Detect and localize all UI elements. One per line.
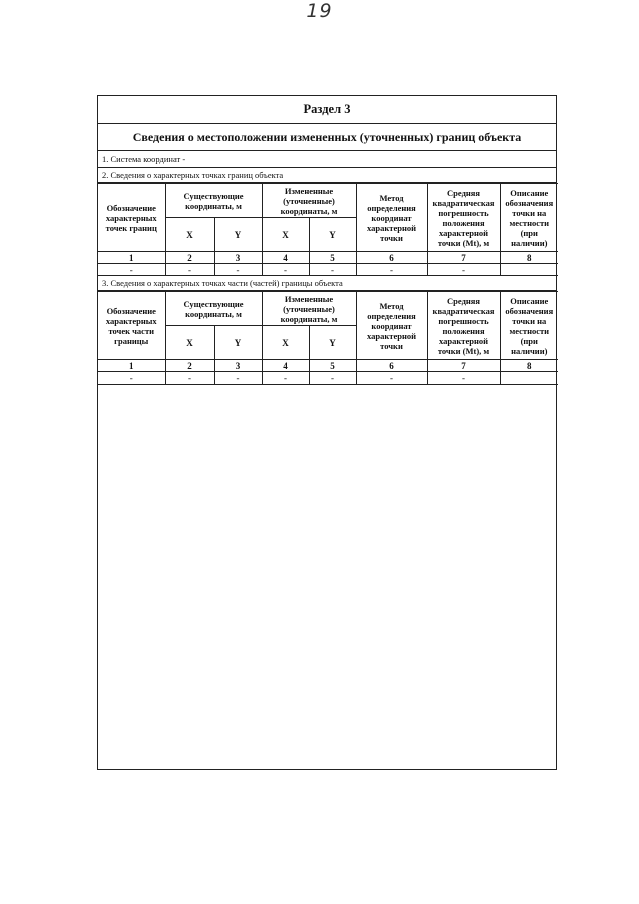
object-points-table <box>98 183 558 276</box>
table-cell: - <box>98 372 165 385</box>
header-x-changed: X <box>262 218 309 252</box>
table-cell: - <box>214 372 262 385</box>
table-row <box>98 264 558 276</box>
column-number: 8 <box>500 360 558 372</box>
section-frame <box>97 95 557 770</box>
table-cell: - <box>356 264 427 276</box>
table-row <box>98 372 558 385</box>
table-cell <box>500 372 558 385</box>
column-numbers-row <box>98 252 558 264</box>
header-y-existing: Y <box>214 326 262 360</box>
column-number: 3 <box>214 252 262 264</box>
header-y-changed: Y <box>309 218 356 252</box>
header-x-existing: X <box>165 326 214 360</box>
header-method: Метод определения координат характерной точки <box>356 292 427 360</box>
column-number: 4 <box>262 252 309 264</box>
header-y-existing: Y <box>214 218 262 252</box>
header-existing-coords: Существующие координаты, м <box>165 292 262 326</box>
column-numbers-row <box>98 360 558 372</box>
column-number: 1 <box>98 252 165 264</box>
column-number: 7 <box>427 360 500 372</box>
table-cell: - <box>262 372 309 385</box>
table-cell: - <box>427 264 500 276</box>
header-error: Средняя квадратическая погрешность положения характерной точки (Mt), м <box>427 292 500 360</box>
section-subtitle: Сведения о местоположении измененных (уточненных) границ объекта <box>98 124 556 151</box>
header-method: Метод определения координат характерной точки <box>356 184 427 252</box>
column-number: 4 <box>262 360 309 372</box>
column-number: 2 <box>165 360 214 372</box>
table-cell: - <box>165 372 214 385</box>
table-cell: - <box>309 372 356 385</box>
table-cell: - <box>262 264 309 276</box>
section-title: Раздел 3 <box>98 96 556 124</box>
header-description: Описание обозначения точки на местности (при наличии) <box>500 292 558 360</box>
header-existing-coords: Существующие координаты, м <box>165 184 262 218</box>
column-number: 8 <box>500 252 558 264</box>
column-number: 5 <box>309 360 356 372</box>
object-points-caption: 2. Сведения о характерных точках границ объекта <box>98 168 556 183</box>
column-number: 6 <box>356 252 427 264</box>
header-y-changed: Y <box>309 326 356 360</box>
page-number: 19 <box>306 0 333 22</box>
part-points-table <box>98 291 558 385</box>
header-x-existing: X <box>165 218 214 252</box>
column-number: 5 <box>309 252 356 264</box>
table-cell: - <box>356 372 427 385</box>
header-x-changed: X <box>262 326 309 360</box>
header-changed-coords: Измененные (уточненные) координаты, м <box>262 184 356 218</box>
header-designation: Обозначение характерных точек границ <box>98 184 165 252</box>
table-cell: - <box>165 264 214 276</box>
column-number: 2 <box>165 252 214 264</box>
header-changed-coords: Измененные (уточненные) координаты, м <box>262 292 356 326</box>
column-number: 1 <box>98 360 165 372</box>
table-cell: - <box>427 372 500 385</box>
header-designation: Обозначение характерных точек части границы <box>98 292 165 360</box>
coordinate-system-line: 1. Система координат - <box>98 151 556 168</box>
column-number: 3 <box>214 360 262 372</box>
table-cell: - <box>98 264 165 276</box>
table-cell: - <box>214 264 262 276</box>
table-cell <box>500 264 558 276</box>
column-number: 7 <box>427 252 500 264</box>
header-error: Средняя квадратическая погрешность положения характерной точки (Mt), м <box>427 184 500 252</box>
table-cell: - <box>309 264 356 276</box>
part-points-caption: 3. Сведения о характерных точках части (частей) границы объекта <box>98 276 556 291</box>
header-description: Описание обозначения точки на местности (при наличии) <box>500 184 558 252</box>
column-number: 6 <box>356 360 427 372</box>
